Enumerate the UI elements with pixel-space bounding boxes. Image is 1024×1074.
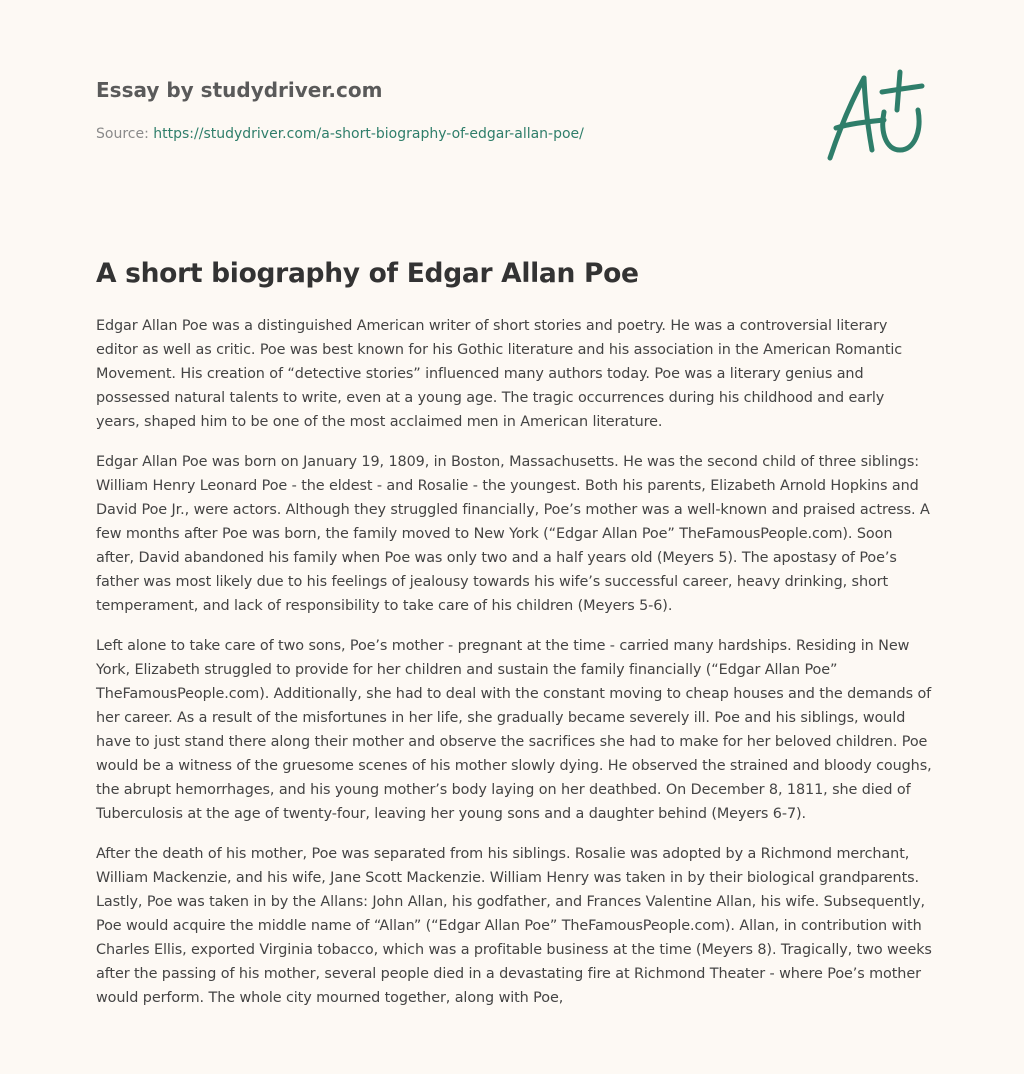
source-line [96,124,796,144]
a-plus-logo-icon [818,66,930,166]
source-link[interactable]: https://studydriver.com/a-short-biography-of-edgar-allan-poe/ [153,126,584,142]
essay-header [96,76,796,144]
paragraph: Edgar Allan Poe was born on January 19, 1809, in Boston, Massachusetts. He was the second child of three siblings: William Henry Leonard Poe - the eldest - and Rosalie - the youngest. Both his parents, Elizabeth Arnold Hopkins and David Poe Jr., were actors. Although they struggled financially, Poe’s mother was a well-known and praised actress. A few months after Poe was born, the family moved to New York (“Edgar Allan Poe” TheFamousPeople.com). Soon after, David abandoned his family when Poe was only two and a half years old (Meyers 5). The apostasy of Poe’s father was most likely due to his feelings of jealousy towards his wife’s successful career, heavy drinking, short temperament, and lack of responsibility to take care of his children (Meyers 5-6). [96,454,930,614]
source-label: Source: [96,126,154,142]
brand-title: Essay by studydriver.com [96,78,383,102]
paragraph: Left alone to take care of two sons, Poe’s mother - pregnant at the time - carried many hardships. Residing in New York, Elizabeth struggled to provide for her children and sustain the family financially (“Edgar Allan Poe” TheFamousPeople.com). Additionally, she had to deal with the constant moving to cheap houses and the demands of her career. As a result of the misfortunes in her life, she gradually became severely ill. Poe and his siblings, would have to just stand there along their mother and observe the sacrifices she had to make for her beloved children. Poe would be a witness of the gruesome scenes of his mother slowly dying. He observed the strained and bloody coughs, the abrupt hemorrhages, and his young mother’s body laying on her deathbed. On December 8, 1811, she died of Tuberculosis at the age of twenty-four, leaving her young sons and a daughter behind (Meyers 6-7). [96,638,932,822]
page-title: A short biography of Edgar Allan Poe [96,258,639,289]
essay-body [96,314,932,1026]
paragraph: After the death of his mother, Poe was separated from his siblings. Rosalie was adopted by a Richmond merchant, William Mackenzie, and his wife, Jane Scott Mackenzie. William Henry was taken in by their biological grandparents. Lastly, Poe was taken in by the Allans: John Allan, his godfather, and Frances Valentine Allan, his wife. Subsequently, Poe would acquire the middle name of “Allan” (“Edgar Allan Poe” TheFamousPeople.com). Allan, in contribution with Charles Ellis, exported Virginia tobacco, which was a profitable business at the time (Meyers 8). Tragically, two weeks after the passing of his mother, several people died in a devastating fire at Richmond Theater - where Poe’s mother would perform. The whole city mourned together, along with Poe, [96,846,932,1006]
paragraph: Edgar Allan Poe was a distinguished American writer of short stories and poetry. He was a controversial literary editor as well as critic. Poe was best known for his Gothic literature and his association in the American Romantic Movement. His creation of “detective stories” influenced many authors today. Poe was a literary genius and possessed natural talents to write, even at a young age. The tragic occurrences during his childhood and early years, shaped him to be one of the most acclaimed men in American literature. [96,318,903,430]
